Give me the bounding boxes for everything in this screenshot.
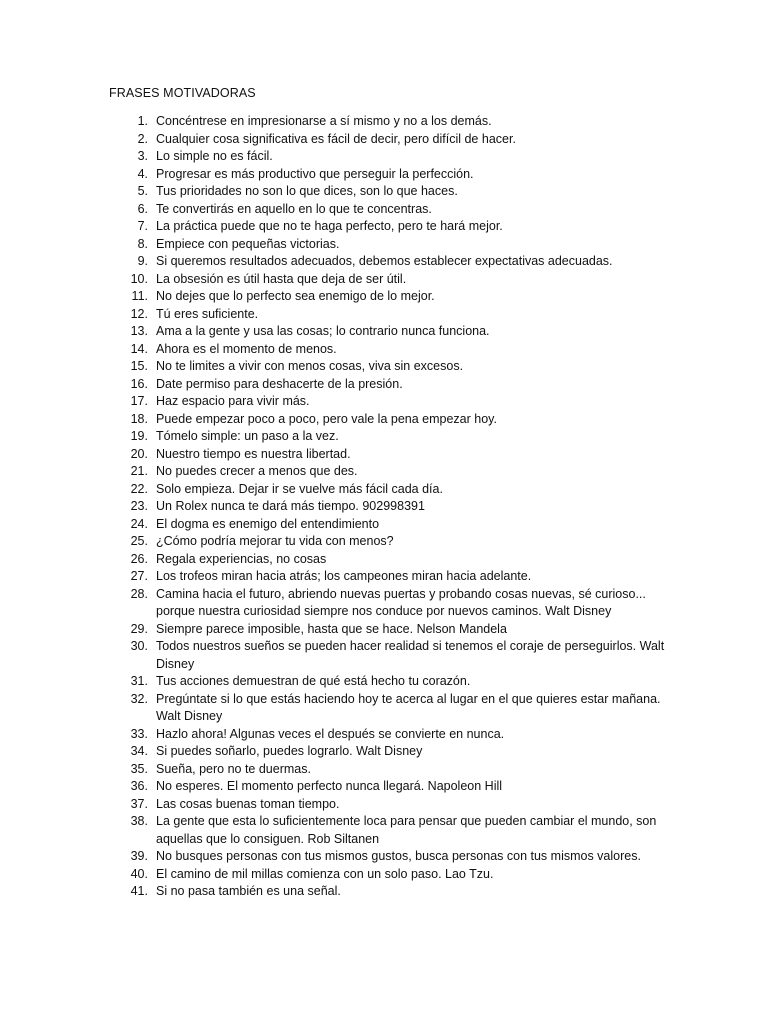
quote-item bbox=[0, 463, 768, 481]
quote-number: 23. bbox=[130, 499, 148, 513]
quote-item bbox=[0, 481, 768, 499]
quote-item bbox=[0, 691, 768, 726]
quote-item bbox=[0, 446, 768, 464]
quote-item bbox=[0, 551, 768, 569]
quote-number: 24. bbox=[130, 516, 148, 531]
quote-text: Tus prioridades no son lo que dices, son lo que haces. bbox=[156, 184, 458, 198]
quote-text: Hazlo ahora! Algunas veces el después se convierte en nunca. bbox=[156, 726, 505, 741]
quote-number: 21. bbox=[130, 464, 148, 478]
quote-text: Ama a la gente y usa las cosas; lo contrario nunca funciona. bbox=[156, 324, 490, 338]
quote-item bbox=[0, 866, 768, 884]
quote-text: Cualquier cosa significativa es fácil de decir, pero difícil de hacer. bbox=[156, 131, 516, 146]
quote-number: 14. bbox=[130, 341, 148, 356]
quote-text: Empiece con pequeñas victorias. bbox=[156, 236, 340, 251]
quote-text: Si no pasa también es una señal. bbox=[156, 884, 341, 898]
quote-item bbox=[0, 516, 768, 534]
quote-item bbox=[0, 778, 768, 796]
quote-text: Puede empezar poco a poco, pero vale la pena empezar hoy. bbox=[156, 411, 497, 426]
quote-number: 28. bbox=[130, 586, 148, 601]
quote-item bbox=[0, 201, 768, 219]
quote-number: 37. bbox=[130, 796, 148, 811]
quote-number: 34. bbox=[130, 744, 148, 758]
quote-number: 6. bbox=[137, 201, 148, 216]
quote-item bbox=[0, 376, 768, 394]
quote-item bbox=[0, 638, 768, 673]
quote-number: 5. bbox=[137, 184, 148, 198]
quote-item bbox=[0, 166, 768, 184]
quote-number: 32. bbox=[130, 691, 148, 706]
quote-item bbox=[0, 358, 768, 376]
quote-item bbox=[0, 271, 768, 289]
quote-item bbox=[0, 428, 768, 446]
quote-number: 40. bbox=[130, 866, 148, 881]
quote-item bbox=[0, 761, 768, 779]
quote-item bbox=[0, 726, 768, 744]
quote-number: 27. bbox=[130, 569, 148, 583]
quote-item bbox=[0, 131, 768, 149]
quote-number: 10. bbox=[130, 271, 148, 286]
quote-text: Tómelo simple: un paso a la vez. bbox=[156, 429, 339, 443]
quote-number: 7. bbox=[137, 219, 148, 233]
quote-text: Siempre parece imposible, hasta que se hace. Nelson Mandela bbox=[156, 621, 507, 636]
quote-number: 30. bbox=[130, 639, 148, 653]
quote-number: 16. bbox=[130, 376, 148, 391]
quote-item bbox=[0, 848, 768, 866]
quote-text: Si puedes soñarlo, puedes lograrlo. Walt Disney bbox=[156, 744, 423, 758]
quote-number: 4. bbox=[137, 166, 148, 181]
quote-number: 2. bbox=[137, 131, 148, 146]
quote-item bbox=[0, 288, 768, 306]
quote-item bbox=[0, 533, 768, 551]
quote-number: 19. bbox=[130, 429, 148, 443]
quote-text: Haz espacio para vivir más. bbox=[156, 394, 310, 408]
quote-text: Tú eres suficiente. bbox=[156, 306, 259, 321]
quote-number: 1. bbox=[137, 114, 148, 128]
quote-item bbox=[0, 621, 768, 639]
quote-item bbox=[0, 586, 768, 621]
quote-text: Tus acciones demuestran de qué está hecho tu corazón. bbox=[156, 674, 471, 688]
quote-number: 20. bbox=[130, 446, 148, 461]
quote-text: Date permiso para deshacerte de la presión. bbox=[156, 376, 403, 391]
quote-item bbox=[0, 218, 768, 236]
quote-text: El dogma es enemigo del entendimiento bbox=[156, 516, 380, 531]
quote-text: Progresar es más productivo que perseguir la perfección. bbox=[156, 166, 474, 181]
quote-text: Ahora es el momento de menos. bbox=[156, 341, 337, 356]
quote-item bbox=[0, 253, 768, 271]
quote-number: 17. bbox=[130, 394, 148, 408]
quote-number: 36. bbox=[130, 779, 148, 793]
quote-text: No dejes que lo perfecto sea enemigo de lo mejor. bbox=[156, 289, 435, 303]
quote-number: 3. bbox=[137, 149, 148, 163]
quote-text: Concéntrese en impresionarse a sí mismo y no a los demás. bbox=[156, 114, 492, 128]
quote-text: Pregúntate si lo que estás haciendo hoy te acerca al lugar en el que quieres estar mañana. Walt Disney bbox=[156, 691, 661, 723]
quote-number: 18. bbox=[130, 411, 148, 426]
quote-text: Te convertirás en aquello en lo que te concentras. bbox=[156, 201, 432, 216]
quote-text: No te limites a vivir con menos cosas, viva sin excesos. bbox=[156, 359, 464, 373]
quote-item bbox=[0, 498, 768, 516]
quote-number: 15. bbox=[130, 359, 148, 373]
quote-text: Las cosas buenas toman tiempo. bbox=[156, 796, 340, 811]
quote-text: La gente que esta lo suficientemente loca para pensar que pueden cambiar el mundo, son aquellas que lo consiguen. Rob Siltanen bbox=[156, 814, 657, 846]
quote-number: 13. bbox=[130, 324, 148, 338]
quote-text: No busques personas con tus mismos gustos, busca personas con tus mismos valores. bbox=[156, 849, 641, 863]
quote-text: Lo simple no es fácil. bbox=[156, 149, 273, 163]
quote-text: No esperes. El momento perfecto nunca llegará. Napoleon Hill bbox=[156, 779, 503, 793]
quote-item bbox=[0, 306, 768, 324]
quote-number: 41. bbox=[130, 884, 148, 898]
quote-item bbox=[0, 813, 768, 848]
quote-number: 9. bbox=[137, 254, 148, 268]
quote-list bbox=[0, 113, 768, 901]
quote-item bbox=[0, 148, 768, 166]
quote-text: Si queremos resultados adecuados, debemos establecer expectativas adecuadas. bbox=[156, 254, 613, 268]
quote-number: 31. bbox=[130, 674, 148, 688]
quote-item bbox=[0, 411, 768, 429]
quote-item bbox=[0, 883, 768, 901]
quote-item bbox=[0, 113, 768, 131]
quote-text: Sueña, pero no te duermas. bbox=[156, 761, 311, 776]
quote-number: 38. bbox=[130, 814, 148, 828]
quote-number: 29. bbox=[130, 621, 148, 636]
quote-item bbox=[0, 393, 768, 411]
quote-text: ¿Cómo podría mejorar tu vida con menos? bbox=[156, 534, 394, 548]
quote-item bbox=[0, 796, 768, 814]
quote-number: 22. bbox=[130, 481, 148, 496]
quote-number: 35. bbox=[130, 761, 148, 776]
quote-text: El camino de mil millas comienza con un solo paso. Lao Tzu. bbox=[156, 866, 494, 881]
quote-text: Solo empieza. Dejar ir se vuelve más fácil cada día. bbox=[156, 481, 443, 496]
quote-text: Un Rolex nunca te dará más tiempo. 902998391 bbox=[156, 499, 425, 513]
quote-number: 26. bbox=[130, 551, 148, 566]
quote-item bbox=[0, 673, 768, 691]
quote-item bbox=[0, 236, 768, 254]
quote-item bbox=[0, 568, 768, 586]
quote-text: Todos nuestros sueños se pueden hacer realidad si tenemos el coraje de perseguirlos. Walt Disney bbox=[156, 639, 665, 671]
quote-item bbox=[0, 183, 768, 201]
quote-number: 25. bbox=[130, 534, 148, 548]
quote-text: No puedes crecer a menos que des. bbox=[156, 464, 358, 478]
quote-text: Camina hacia el futuro, abriendo nuevas puertas y probando cosas nuevas, sé curioso... porque nuestra curiosidad siempre nos conduce por nuevos caminos. Walt Disney bbox=[156, 586, 646, 618]
quote-text: Los trofeos miran hacia atrás; los campeones miran hacia adelante. bbox=[156, 569, 532, 583]
quote-text: La práctica puede que no te haga perfecto, pero te hará mejor. bbox=[156, 219, 503, 233]
quote-number: 11. bbox=[131, 289, 148, 303]
quote-number: 8. bbox=[137, 236, 148, 251]
quote-number: 39. bbox=[130, 849, 148, 863]
quote-item bbox=[0, 323, 768, 341]
quote-item bbox=[0, 743, 768, 761]
quote-item bbox=[0, 341, 768, 359]
quote-text: La obsesión es útil hasta que deja de ser útil. bbox=[156, 271, 407, 286]
quote-number: 12. bbox=[130, 306, 148, 321]
quote-text: Regala experiencias, no cosas bbox=[156, 551, 327, 566]
quote-number: 33. bbox=[130, 726, 148, 741]
document-title: FRASES MOTIVADORAS bbox=[109, 86, 256, 100]
quote-text: Nuestro tiempo es nuestra libertad. bbox=[156, 446, 351, 461]
